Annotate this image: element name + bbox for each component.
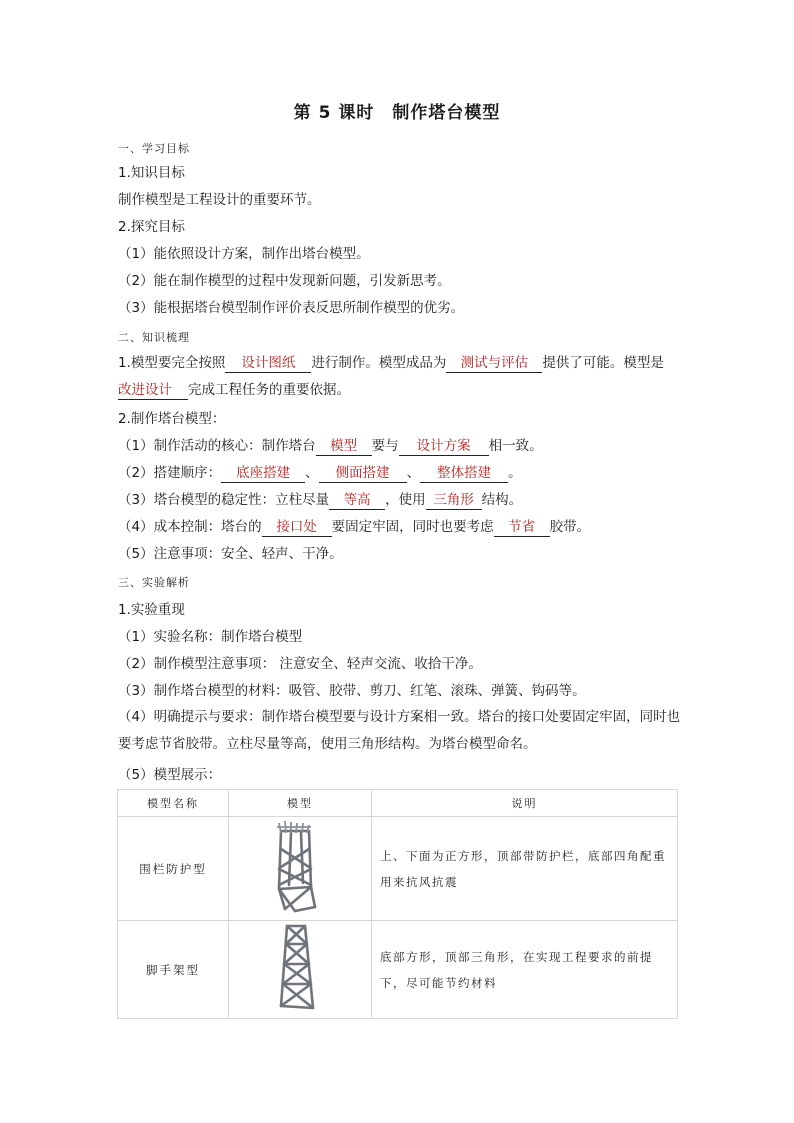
experiment-item: （3）制作塔台模型的材料：吸管、胶带、剪刀、红笔、滚珠、弹簧、钩码等。 bbox=[118, 683, 586, 699]
text: 。 bbox=[508, 465, 522, 481]
text: （2）搭建顺序： bbox=[118, 465, 222, 481]
text: 进行制作。模型成品为 bbox=[311, 355, 447, 371]
core-line bbox=[118, 436, 683, 456]
cost-line bbox=[118, 517, 683, 537]
fill-blank: 三角形 bbox=[426, 491, 482, 510]
knowledge-p1-line2 bbox=[118, 380, 683, 400]
text: 、 bbox=[305, 465, 319, 481]
model-image-cell bbox=[229, 921, 372, 1019]
text: 胶带。 bbox=[549, 519, 591, 535]
notice-line: （5）注意事项：安全、轻声、干净。 bbox=[118, 546, 343, 562]
knowledge-goal-label: 1.知识目标 bbox=[118, 165, 185, 181]
fill-blank: 等高 bbox=[329, 491, 385, 510]
fill-blank: 整体搭建 bbox=[420, 464, 508, 483]
section-heading-knowledge: 二、知识梳理 bbox=[118, 331, 190, 344]
text: 1.模型要完全按照 bbox=[118, 355, 226, 371]
text: （1）制作活动的核心：制作塔台 bbox=[118, 438, 316, 454]
scaffold-tower-image bbox=[269, 922, 331, 1014]
text: （4）成本控制：塔台的 bbox=[118, 519, 262, 535]
page-title bbox=[0, 98, 794, 123]
fill-blank: 节省 bbox=[494, 518, 550, 537]
text: 完成工程任务的重要依据。 bbox=[188, 382, 350, 398]
fill-blank: 底座搭建 bbox=[221, 464, 305, 483]
model-name: 围栏防护型 bbox=[118, 817, 229, 921]
guardrail-tower-image bbox=[265, 819, 335, 915]
table-row bbox=[118, 817, 678, 921]
model-table bbox=[117, 789, 678, 1019]
lesson-number: 第 5 课时 bbox=[293, 103, 375, 123]
section-heading-goals: 一、学习目标 bbox=[118, 142, 190, 155]
stability-line bbox=[118, 490, 683, 510]
experiment-item-display: （5）模型展示： bbox=[118, 767, 222, 783]
text: 、 bbox=[406, 465, 421, 481]
column-header: 模型 bbox=[229, 790, 372, 817]
experiment-item: （2）制作模型注意事项： 注意安全、轻声交流、收拾干净。 bbox=[118, 656, 482, 672]
text: 结构。 bbox=[481, 492, 523, 508]
knowledge-goal-text: 制作模型是工程设计的重要环节。 bbox=[118, 192, 321, 208]
fill-blank: 测试与评估 bbox=[446, 354, 542, 373]
model-description: 上、下面为正方形，顶部带防护栏，底部四角配重用来抗风抗震 bbox=[372, 817, 678, 921]
model-name: 脚手架型 bbox=[118, 921, 229, 1019]
text: 提供了可能。模型是 bbox=[542, 355, 664, 371]
text: 要与 bbox=[371, 438, 399, 454]
lesson-topic: 制作塔台模型 bbox=[392, 103, 501, 123]
column-header: 模型名称 bbox=[118, 790, 229, 817]
model-image-cell bbox=[229, 817, 372, 921]
table-header-row bbox=[118, 790, 678, 817]
explore-goal-label: 2.探究目标 bbox=[118, 219, 185, 235]
fill-blank: 接口处 bbox=[262, 518, 332, 537]
fill-blank: 侧面搭建 bbox=[319, 464, 407, 483]
model-description: 底部方形，顶部三角形，在实现工程要求的前提下，尽可能节约材料 bbox=[372, 921, 678, 1019]
fill-blank: 设计图纸 bbox=[225, 354, 311, 373]
knowledge-p1-line1 bbox=[118, 353, 683, 373]
experiment-item-requirements: （4）明确提示与要求：制作塔台模型要与设计方案相一致。塔台的接口处要固定牢固，同时也要考虑节省胶带。立柱尽量等高，使用三角形结构。为塔台模型命名。 bbox=[118, 709, 681, 752]
knowledge-p2-label: 2.制作塔台模型： bbox=[118, 411, 226, 427]
fill-blank: 设计方案 bbox=[399, 437, 489, 456]
section-heading-experiment: 三、实验解析 bbox=[118, 576, 190, 589]
explore-goal-item: （1）能依照设计方案，制作出塔台模型。 bbox=[118, 246, 370, 262]
order-line bbox=[118, 463, 683, 483]
explore-goal-item: （3）能根据塔台模型制作评价表反思所制作模型的优劣。 bbox=[118, 300, 465, 316]
table-row bbox=[118, 921, 678, 1019]
text: 相一致。 bbox=[488, 438, 543, 454]
experiment-label: 1.实验重现 bbox=[118, 602, 185, 618]
explore-goal-item: （2）能在制作模型的过程中发现新问题，引发新思考。 bbox=[118, 273, 451, 289]
text: （3）塔台模型的稳定性：立柱尽量 bbox=[118, 492, 330, 508]
fill-blank: 改进设计 bbox=[118, 381, 188, 400]
column-header: 说明 bbox=[372, 790, 678, 817]
text: ，使用 bbox=[385, 492, 426, 508]
experiment-item: （1）实验名称：制作塔台模型 bbox=[118, 629, 303, 645]
text: 要固定牢固，同时也要考虑 bbox=[331, 519, 494, 535]
fill-blank: 模型 bbox=[316, 437, 372, 456]
